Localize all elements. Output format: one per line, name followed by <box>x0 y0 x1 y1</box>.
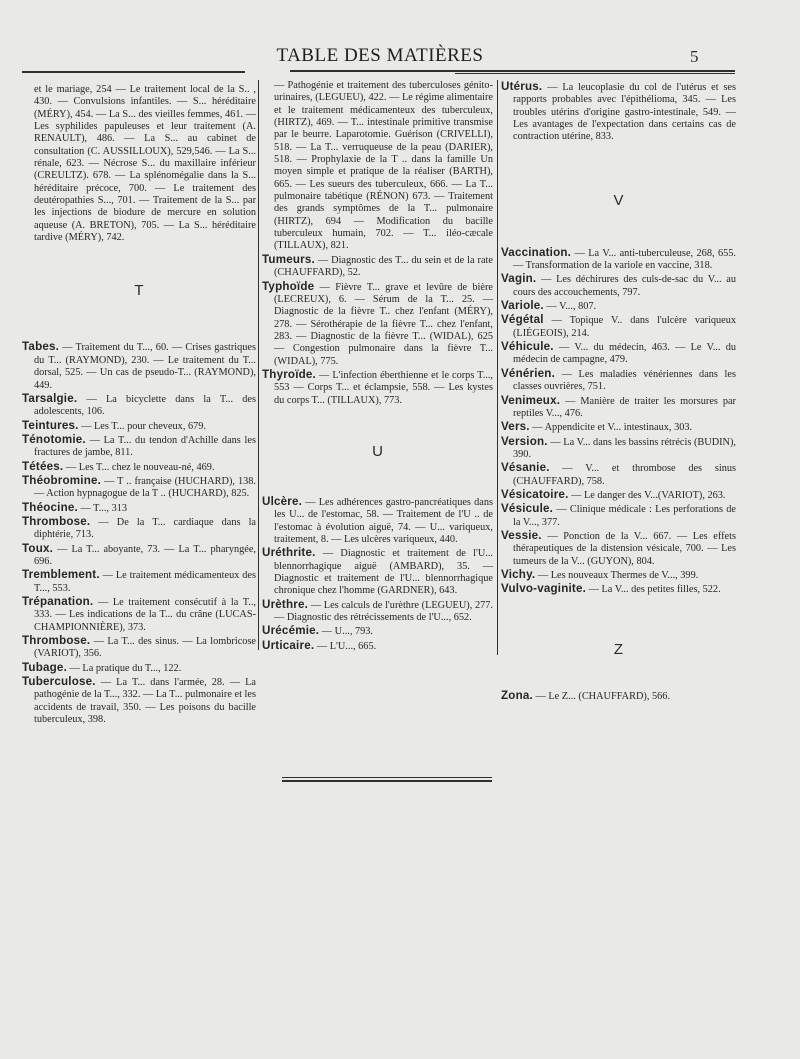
index-text: — La pratique du T..., 122. <box>66 662 182 674</box>
index-term: Vésicatoire. <box>501 487 569 501</box>
index-term: Vénérien. <box>501 366 555 380</box>
index-entry <box>501 488 736 502</box>
index-entry <box>22 501 256 515</box>
header-rule-thin <box>455 73 735 74</box>
index-term: Vésanie. <box>501 461 550 475</box>
index-entry <box>501 689 736 703</box>
index-entry <box>22 542 256 569</box>
index-term: Vulvo-vaginite. <box>501 582 587 596</box>
index-entry <box>262 495 493 546</box>
index-entry <box>501 435 736 462</box>
index-term: Vers. <box>501 420 530 434</box>
index-text: — La V... dans les bassins rétrécis (BUDIN), 390. <box>513 436 736 460</box>
index-text: — Les déchirures des culs-de-sac du V... au cours des accouchements, 797. <box>513 274 736 298</box>
index-text: — Les nouveaux Thermes de V..., 399. <box>535 569 699 581</box>
index-text: — L'infection éberthienne et le corps T..., 553 — Corps T... et éclampsie, 558. — Les kystes du corps T... (TILLAUX), 773. <box>274 369 493 406</box>
index-text: — V... et thrombose des sinus (CHAUFFARD), 758. <box>513 463 736 487</box>
index-entry <box>501 340 736 367</box>
index-entry <box>22 661 256 675</box>
index-text: — La T... des sinus. — La lombricose (VARIOT), 356. <box>34 636 256 660</box>
index-text: — La T... dans l'armée, 28. — La pathogénie de la T..., 332. — La T... pulmonaire et les accidents de travail, 350. — Les poisons du bacille tuberculeux, 398. <box>34 677 256 726</box>
index-text: — Diagnostic et traitement de l'U... blennorrhagique aiguë (AMBARD), 35. — Diagnostic et traitement de l'U... blennorrhagique chronique chez l'homme (GARDNER), 643. <box>274 548 493 597</box>
index-term: Vaccination. <box>501 245 572 259</box>
index-text: — Manière de traiter les morsures par reptiles V..., 476. <box>513 395 736 419</box>
index-text: — Diagnostic des T... du sein et de la rate (CHAUFFARD), 52. <box>274 254 493 279</box>
index-entry <box>22 634 256 661</box>
index-entry <box>501 582 736 596</box>
index-term: Tuberculose. <box>22 675 96 689</box>
index-term: Tubage. <box>22 660 67 674</box>
index-term: Thrombose. <box>22 634 91 648</box>
index-term: Urticaire. <box>262 638 315 652</box>
index-entry <box>262 280 493 368</box>
index-text: — De la T... cardiaque dans la diphtérie, 713. <box>34 516 256 541</box>
index-term: Thrombose. <box>22 514 91 528</box>
footer-rule-top <box>282 777 492 778</box>
index-term: Théobromine. <box>22 473 102 487</box>
index-text: — V..., 807. <box>543 301 597 313</box>
column-divider-right <box>497 80 498 655</box>
index-text: — Les T... chez le nouveau-né, 469. <box>63 461 215 473</box>
index-term: Vichy. <box>501 567 536 581</box>
index-entry <box>501 502 736 529</box>
index-term: Théocine. <box>22 500 78 514</box>
index-entry <box>262 546 493 597</box>
index-entry <box>22 419 256 433</box>
index-text: — Ponction de la V... 667. — Les effets thérapeutiques de la distension vésicale, 700. — Les tumeurs de la V... (GUYON), 804. <box>513 530 736 567</box>
column-1 <box>22 84 256 726</box>
index-entry <box>501 461 736 488</box>
index-term: Tremblement. <box>22 568 100 582</box>
footer-rule-thick <box>282 780 492 782</box>
index-entry <box>22 675 256 726</box>
index-entry <box>22 460 256 474</box>
index-entry <box>501 246 736 273</box>
index-entry <box>262 639 493 653</box>
index-entry <box>501 313 736 340</box>
index-entry <box>22 595 256 634</box>
index-entry <box>501 367 736 394</box>
header-rule-left <box>22 71 245 73</box>
index-term: Typhoïde <box>262 279 315 293</box>
index-text: — La bicyclette dans la T... des adolescents, 106. <box>34 393 256 418</box>
index-term: Urécémie. <box>262 624 320 638</box>
index-term: Utérus. <box>501 80 543 93</box>
index-term: Uréthrite. <box>262 546 316 560</box>
index-text: — Les calculs de l'urèthre (LEGUEU), 277. — Diagnostic des rétrécissements de l'U..., 652. <box>274 599 493 624</box>
index-text: — Appendicite et V... intestinaux, 303. <box>529 422 693 434</box>
index-term: Ténotomie. <box>22 432 86 446</box>
index-term: Véhicule. <box>501 340 554 354</box>
index-text: — Le traitement consécutif à la T.., 333. — Les indications de la T... du crâne (LUCAS-CHAMPIONNIÈRE), 373. <box>34 597 256 633</box>
index-entry <box>501 272 736 299</box>
index-text: — Topique V.. dans l'ulcère variqueux (LIÉGEOIS), 214. <box>513 315 736 339</box>
index-text: — La V... anti-tuberculeuse, 268, 655. — Transformation de la variole en vaccine, 318. <box>513 247 736 272</box>
index-entry <box>262 368 493 407</box>
index-text: — La T... du tendon d'Achille dans les fractures de jambe, 811. <box>34 434 256 459</box>
index-entry <box>501 80 736 144</box>
index-text: — L'U..., 665. <box>314 640 377 652</box>
index-text: — U..., 793. <box>319 626 374 638</box>
index-term: Tumeurs. <box>262 252 315 266</box>
index-entry <box>22 392 256 419</box>
section-letter-t: T <box>134 282 144 300</box>
index-term: Version. <box>501 434 548 448</box>
index-term: Tarsalgie. <box>22 391 78 405</box>
index-entry <box>22 433 256 460</box>
index-text: — Le traitement médicamenteux des T..., 553. <box>34 570 256 594</box>
index-term: Urèthre. <box>262 597 309 611</box>
index-text: — V... du médecin, 463. — Le V... du médecin de campagne, 479. <box>513 342 736 366</box>
index-term: Tétées. <box>22 459 64 473</box>
index-entry <box>262 253 493 280</box>
index-term: Vagin. <box>501 272 537 286</box>
index-entry <box>22 340 256 391</box>
index-entry <box>22 515 256 542</box>
index-entry <box>501 394 736 421</box>
index-term: Teintures. <box>22 418 79 432</box>
index-entry <box>501 299 736 313</box>
index-text: — La leucoplasie du col de l'utérus et ses rapports probables avec l'épithélioma, 345. — Les troubles utérins d'origine gastro-intestinale, 549. — Les avantages de l'expectation dans certains cas de contraction utérine, 833. <box>513 82 736 143</box>
column-2 <box>262 80 493 653</box>
index-term: Thyroïde. <box>262 367 316 381</box>
index-term: Ulcère. <box>262 494 303 508</box>
index-text: — Les maladies vénériennes dans les classes ouvrières, 751. <box>513 368 736 393</box>
header-rule-right <box>290 70 735 72</box>
index-term: Variole. <box>501 299 544 313</box>
index-text: — Traitement du T..., 60. — Crises gastriques du T... (RAYMOND), 230. — Le traitement du T... dorsal, 525. — Un cas de pseudo-T... (RAYMOND), 449. <box>34 342 256 391</box>
index-text: — Le danger des V...(VARIOT), 263. <box>568 489 726 501</box>
index-text: — Clinique médicale : Les perforations de la V..., 377. <box>513 504 736 528</box>
index-text: — T..., 313 <box>77 502 128 514</box>
index-entry <box>501 529 736 568</box>
index-term: Toux. <box>22 541 54 555</box>
index-term: Venimeux. <box>501 393 561 407</box>
index-entry <box>22 474 256 501</box>
continuation-text: et le mariage, 254 — Le traitement local de la S.. , 430. — Convulsions infantiles. — S... héréditaire (MÉRY), 454. — La S... des vieilles femmes, 461. — Les syphilides papuleuses et leur traitement (A. RENAULT), 486. — La S... au cabinet de consultation (C. AUSSILLOUX), 529,546. — La S... rénale, 623. — Nécrose S... du maxillaire inférieur (CREULTZ). 678. — La splénomégalie dans la S... héréditaire précoce, 700. — Le traitement des deutéropathies S..., 701. — Traitement de la S... par les injections de biodure de mercure en solution aqueuse (A. BRETON), 705. — La S... héréditaire tardive (MÉRY), 742. <box>34 84 256 244</box>
index-term: Zona. <box>501 688 533 702</box>
section-letter-u: U <box>372 442 383 460</box>
column-divider-left <box>258 80 259 650</box>
continuation-text: — Pathogénie et traitement des tuberculoses génito-urinaires, (LEGUEU), 422. — Le régime alimentaire et le traitement médicamenteux des tuberculeux, (HIRTZ), 469. — T... intestinale primitive transmise par le beurre. Laparotomie. Guérison (CRIVELLI), 518. — La T... verruqueuse de la peau (DARIER), 518. — Prophylaxie de la T .. dans la famille Un moyen simple et pratique de la réaliser (BARTH), 665. — Les sueurs des tuberculeux, 666. — La T... pulmonaire tabétique (RÉNON) 673. — Traitement des grands symptômes de la T... pulmonaire (HIRTZ), 694 — Modification du bacille tuberculeux humain, 702. — T... iléo-cæcale (TILLAUX), 821. <box>274 80 493 252</box>
index-term: Vésicule. <box>501 502 554 516</box>
index-term: Trépanation. <box>22 595 94 608</box>
section-letter-v: V <box>613 191 624 209</box>
index-text: — Les T... pour cheveux, 679. <box>78 420 206 432</box>
index-text: — Les adhérences gastro-pancréatiques dans les U... de l'estomac, 58. — Traitement de l'U .. de l'estomac à évolution aiguë, 74. — U... variqueux, traitement, 8. — Les ulcères variqueux, 440. <box>274 496 493 545</box>
index-term: Vessie. <box>501 528 542 542</box>
index-text: — La T... aboyante, 73. — La T... pharyngée, 696. <box>34 543 256 567</box>
index-text: — La V... des petites filles, 522. <box>586 584 721 596</box>
index-entry <box>22 568 256 595</box>
index-entry <box>501 420 736 434</box>
page-title: TABLE DES MATIÈRES <box>276 45 484 66</box>
index-text: — T .. française (HUCHARD), 138. — Action hypnagogue de la T .. (HUCHARD), 825. <box>34 475 256 500</box>
index-entry <box>262 624 493 638</box>
index-entry <box>262 598 493 625</box>
section-letter-z: Z <box>613 640 624 658</box>
column-3 <box>501 80 736 703</box>
page-number: 5 <box>690 47 699 66</box>
index-entry <box>501 568 736 582</box>
index-text: — Fièvre T... grave et levûre de bière (LECREUX), 6. — Sérum de la T... 25. — Diagnostic de la fièvre T.. chez l'enfant (MÉRY), 278. — Sérothérapie de la fièvre T... chez l'enfant, 283. — Diagnostic de la fièvre T... (WIDAL), 625 — Congestion pulmonaire dans la fièvre T... (WIDAL), 775. <box>274 281 493 367</box>
index-text: — Le Z... (CHAUFFARD), 566. <box>532 690 671 702</box>
index-term: Végétal <box>501 313 544 327</box>
index-term: Tabes. <box>22 340 60 354</box>
